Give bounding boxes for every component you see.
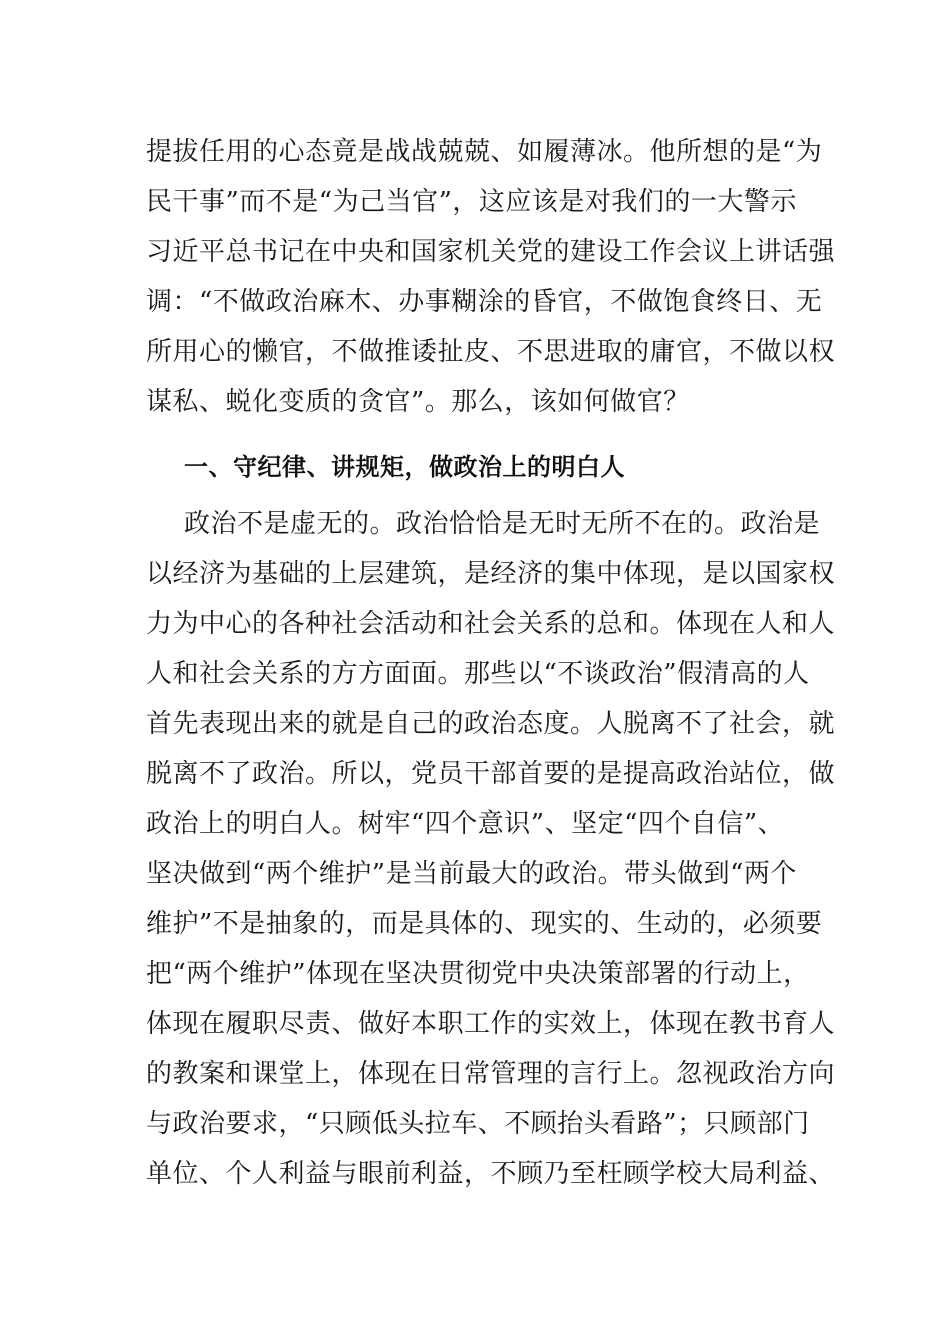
text-line: 首先表现出来的就是自己的政治态度。人脱离不了社会，就 [146,709,836,739]
text-line: 维护”不是抽象的，而是具体的、现实的、生动的，必须要 [146,909,823,939]
text-line: 坚决做到“两个维护”是当前最大的政治。带头做到“两个 [146,859,797,889]
text-line: 的教案和课堂上，体现在日常管理的言行上。忽视政治方向 [146,1059,836,1089]
text-line: 与政治要求，“只顾低头拉车、不顾抬头看路”；只顾部门 [146,1109,810,1139]
text-line: 习近平总书记在中央和国家机关党的建设工作会议上讲话强 [146,237,836,267]
text-line: 单位、个人利益与眼前利益，不顾乃至枉顾学校大局利益、 [146,1159,836,1189]
text-line: 体现在履职尽责、做好本职工作的实效上，体现在教书育人 [146,1009,836,1039]
text-line: 调：“不做政治麻木、办事糊涂的昏官，不做饱食终日、无 [146,287,823,317]
text-line: 人和社会关系的方方面面。那些以“不谈政治”假清高的人 [146,659,810,689]
text-line: 提拔任用的心态竟是战战兢兢、如履薄冰。他所想的是“为 [146,137,823,167]
text-line: 以经济为基础的上层建筑，是经济的集中体现，是以国家权 [146,559,836,589]
text-line: 政治不是虚无的。政治恰恰是无时无所不在的。政治是 [184,509,821,539]
text-line: 把“两个维护”体现在坚决贯彻党中央决策部署的行动上， [146,959,810,989]
text-line: 民干事”而不是“为己当官”，这应该是对我们的一大警示 [146,187,797,217]
text-line: 力为中心的各种社会活动和社会关系的总和。体现在人和人 [146,609,836,639]
section-heading: 一、守纪律、讲规矩，做政治上的明白人 [184,453,625,481]
text-line: 谋私、蜕化变质的贪官”。那么，该如何做官？ [146,387,690,417]
text-line: 脱离不了政治。所以，党员干部首要的是提高政治站位，做 [146,759,836,789]
text-line: 政治上的明白人。树牢“四个意识”、坚定“四个自信”、 [146,809,785,839]
text-line: 所用心的懒官，不做推诿扯皮、不思进取的庸官，不做以权 [146,337,836,367]
